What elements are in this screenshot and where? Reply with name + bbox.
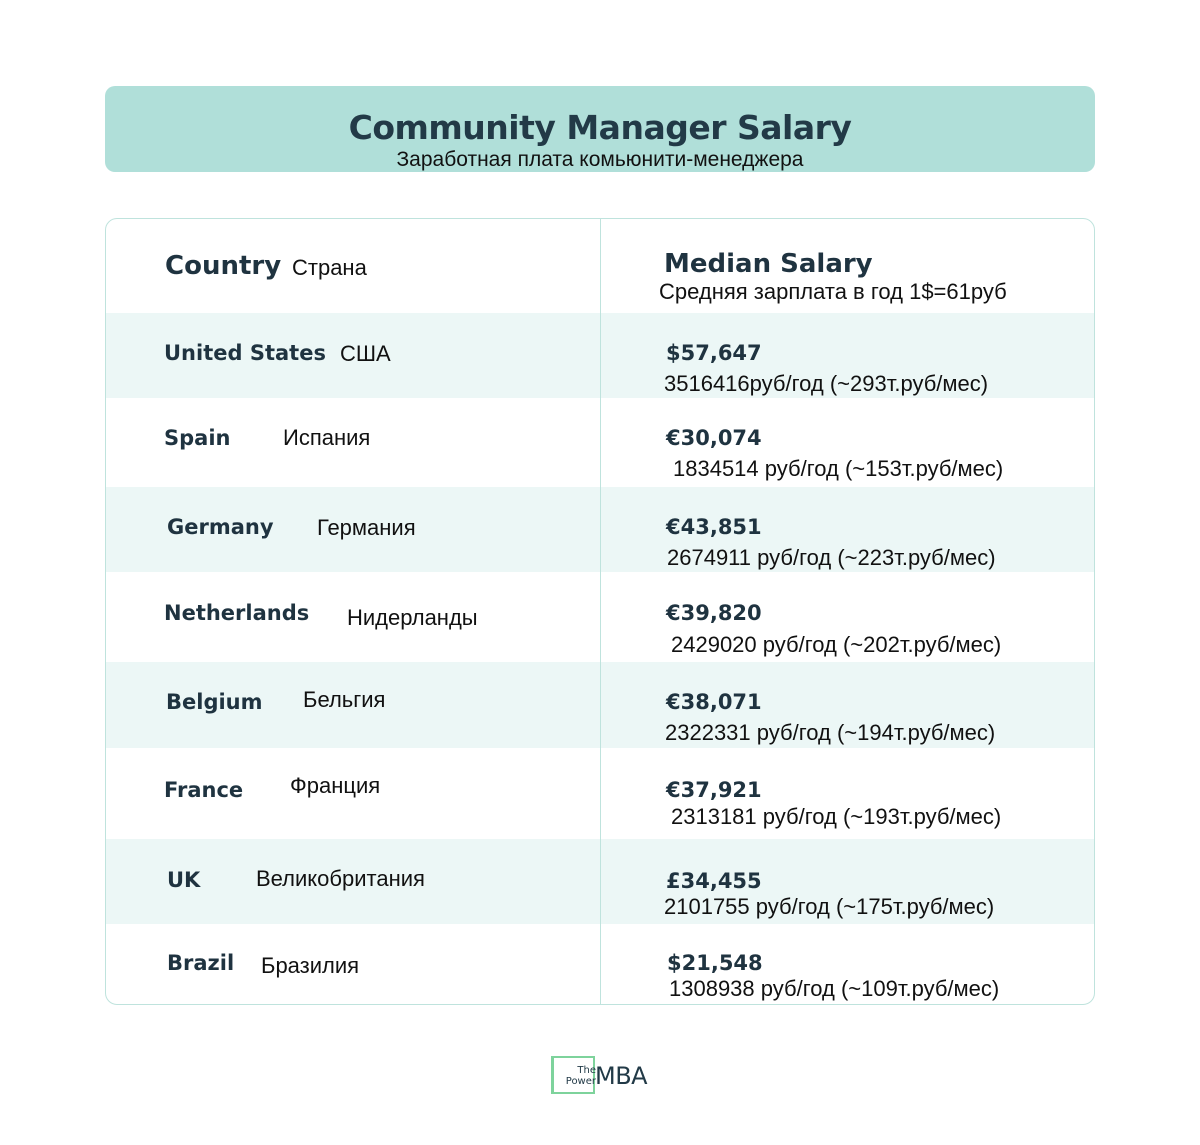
country-name-ru: Испания bbox=[283, 425, 371, 450]
country-name-ru: США bbox=[340, 341, 391, 366]
salary-amount: £34,455 bbox=[666, 869, 762, 893]
salary-rub: 1834514 руб/год (~153т.руб/мес) bbox=[673, 456, 1004, 481]
country-name: Brazil bbox=[167, 951, 235, 975]
header-salary: Median Salary bbox=[664, 249, 873, 279]
salary-amount: €38,071 bbox=[666, 690, 762, 714]
column-divider bbox=[600, 219, 601, 1004]
logo-frame bbox=[551, 1056, 595, 1094]
country-name: France bbox=[164, 778, 244, 802]
salary-amount: $57,647 bbox=[666, 341, 762, 365]
country-name-ru: Нидерланды bbox=[347, 605, 478, 630]
page-title: Community Manager Salary bbox=[348, 108, 852, 147]
salary-rub: 3516416руб/год (~293т.руб/мес) bbox=[664, 371, 989, 396]
the-power-mba-logo bbox=[551, 1056, 651, 1096]
header-country: Country bbox=[165, 251, 282, 281]
logo-text-the: The bbox=[577, 1065, 596, 1076]
header-country-ru: Страна bbox=[292, 255, 367, 280]
header-salary-ru: Средняя зарплата в год 1$=61руб bbox=[659, 279, 1007, 304]
country-name-ru: Бельгия bbox=[303, 687, 386, 712]
logo-text-mba: MBA bbox=[595, 1062, 648, 1090]
country-name-ru: Великобритания bbox=[256, 866, 425, 891]
salary-rub: 2322331 руб/год (~194т.руб/мес) bbox=[665, 720, 996, 745]
salary-rub: 1308938 руб/год (~109т.руб/мес) bbox=[669, 976, 1000, 1001]
salary-rub: 2674911 руб/год (~223т.руб/мес) bbox=[667, 545, 996, 570]
salary-amount: €43,851 bbox=[666, 515, 762, 539]
salary-table bbox=[105, 218, 1095, 1005]
salary-amount: $21,548 bbox=[667, 951, 763, 975]
page-subtitle: Заработная плата комьюнити-менеджера bbox=[396, 148, 804, 171]
salary-amount: €39,820 bbox=[666, 601, 762, 625]
country-name: Netherlands bbox=[164, 601, 310, 625]
country-name-ru: Германия bbox=[317, 515, 416, 540]
salary-rub: 2429020 руб/год (~202т.руб/мес) bbox=[671, 632, 1002, 657]
country-name: Belgium bbox=[166, 690, 263, 714]
country-name-ru: Бразилия bbox=[261, 953, 360, 978]
country-name: Spain bbox=[164, 426, 231, 450]
salary-rub: 2101755 руб/год (~175т.руб/мес) bbox=[664, 894, 995, 919]
country-name: UK bbox=[167, 868, 201, 892]
country-name: Germany bbox=[167, 515, 274, 539]
salary-rub: 2313181 руб/год (~193т.руб/мес) bbox=[671, 804, 1002, 829]
salary-amount: €30,074 bbox=[666, 426, 762, 450]
country-name: United States bbox=[164, 341, 326, 365]
logo-text-power: Power bbox=[565, 1076, 596, 1087]
salary-amount: €37,921 bbox=[666, 778, 762, 802]
country-name-ru: Франция bbox=[290, 773, 381, 798]
title-banner bbox=[105, 86, 1095, 172]
